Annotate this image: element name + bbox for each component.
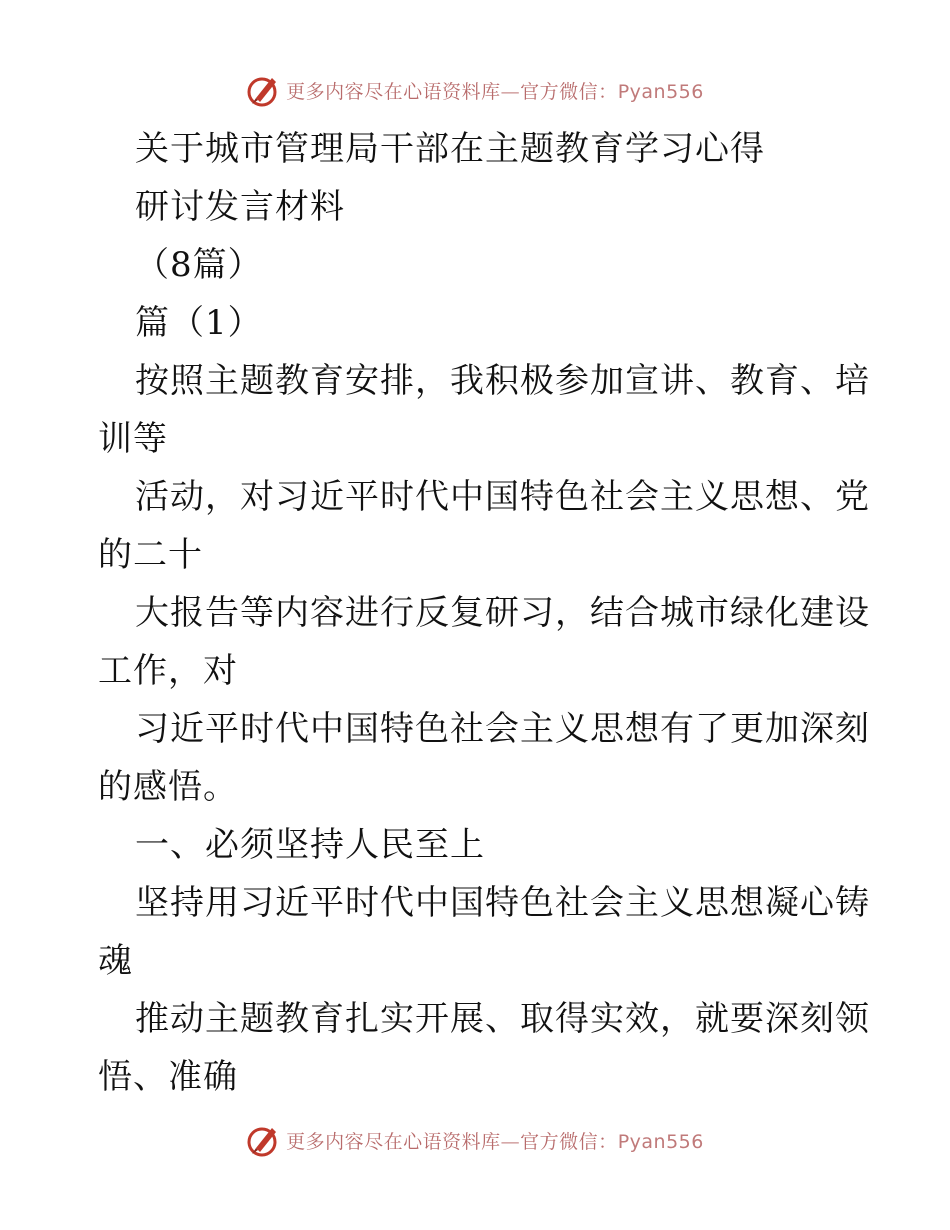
paragraph-line: 悟、准确	[98, 1057, 238, 1097]
watermark-account: Pyan556	[617, 80, 704, 103]
paragraph-line: 魂	[98, 941, 133, 981]
pen-logo-icon	[246, 1122, 282, 1158]
paragraph-line: 训等	[98, 419, 168, 459]
paragraph-line: 工作，对	[98, 651, 238, 691]
watermark-dash: —	[500, 80, 521, 103]
footer-watermark	[0, 1120, 950, 1160]
header-watermark	[0, 70, 950, 110]
watermark-account: Pyan556	[617, 1130, 704, 1153]
paragraph-line: 的二十	[98, 535, 203, 575]
watermark-dash: —	[500, 1130, 521, 1153]
paragraph-line: 坚持用习近平时代中国特色社会主义思想凝心铸	[135, 883, 870, 923]
paragraph-line: 的感悟。	[98, 767, 238, 807]
section-heading: 篇（1）	[135, 303, 263, 343]
paragraph-line: 按照主题教育安排，我积极参加宣讲、教育、培	[135, 361, 870, 401]
watermark-label: 官方微信：	[520, 1130, 618, 1153]
watermark-site: 更多内容尽在心语资料库	[286, 1130, 501, 1153]
paragraph-line: 推动主题教育扎实开展、取得实效，就要深刻领	[135, 999, 870, 1039]
paragraph-line: 习近平时代中国特色社会主义思想有了更加深刻	[135, 709, 870, 749]
watermark-text	[286, 77, 704, 104]
watermark-label: 官方微信：	[520, 80, 618, 103]
document-body	[0, 120, 950, 1106]
title-line-2: 研讨发言材料	[135, 187, 345, 227]
subtitle-count: （8篇）	[135, 245, 263, 285]
watermark-text	[286, 1127, 704, 1154]
watermark-site: 更多内容尽在心语资料库	[286, 80, 501, 103]
subsection-heading: 一、必须坚持人民至上	[135, 825, 485, 865]
pen-logo-icon	[246, 72, 282, 108]
title-line-1: 关于城市管理局干部在主题教育学习心得	[135, 129, 765, 169]
paragraph-line: 活动，对习近平时代中国特色社会主义思想、党	[135, 477, 870, 517]
paragraph-line: 大报告等内容进行反复研习，结合城市绿化建设	[135, 593, 870, 633]
